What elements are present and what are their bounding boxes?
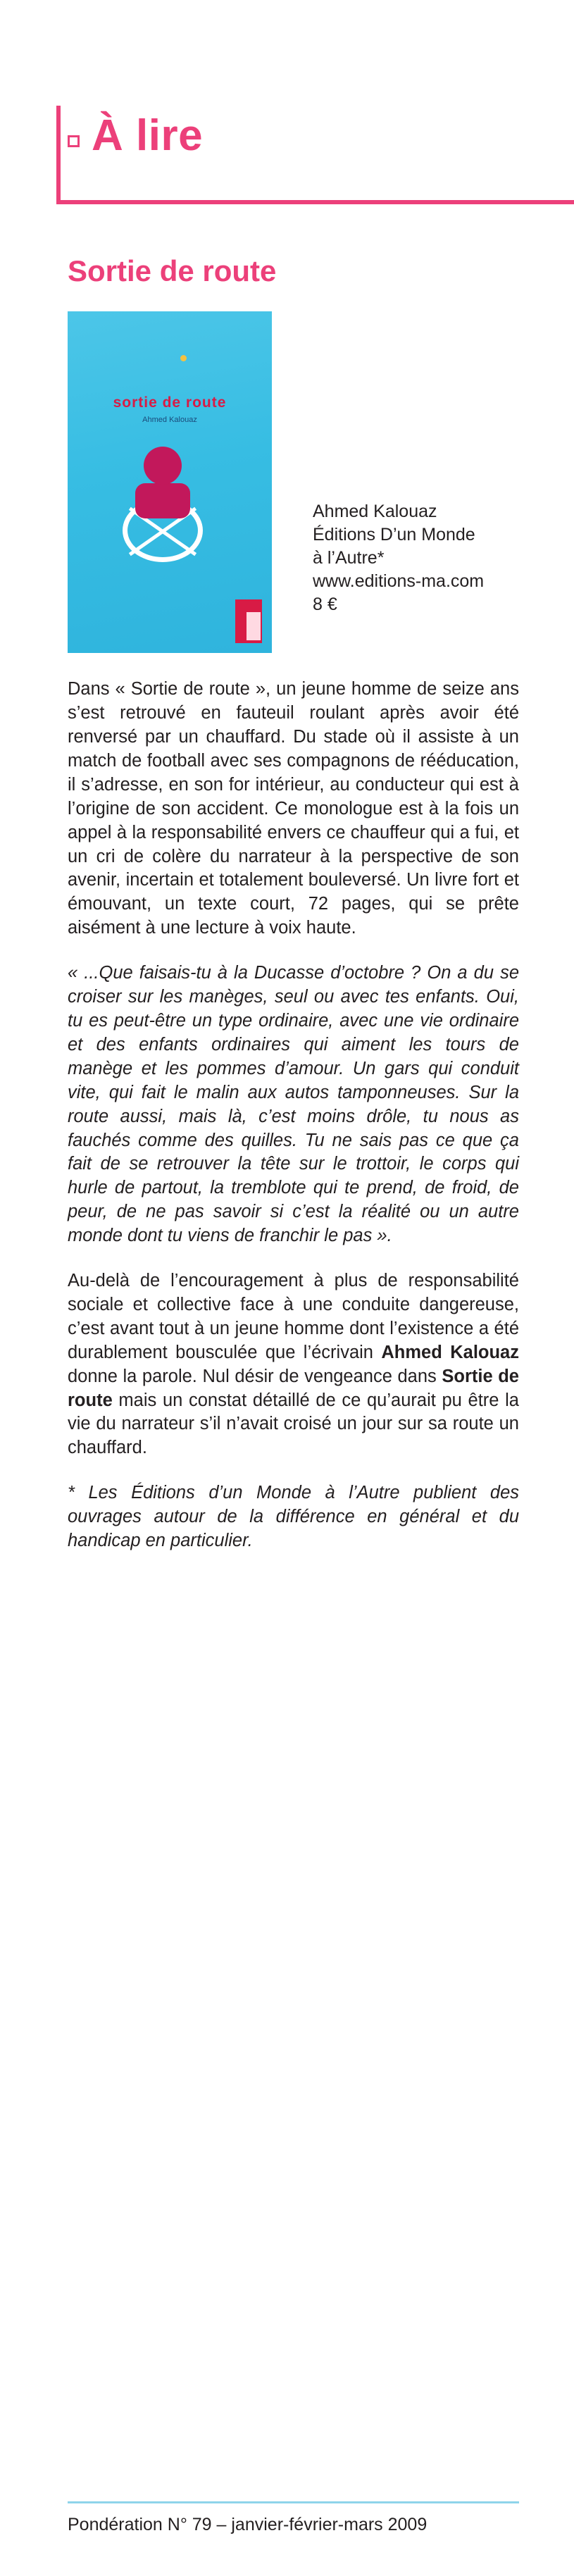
article-title: Sortie de route	[68, 254, 277, 287]
book-website[interactable]: www.editions-ma.com	[313, 571, 485, 592]
cover-author: Ahmed Kalouaz	[142, 416, 197, 425]
page-footer	[68, 2501, 519, 2535]
closing-bold-title: Sortie de route	[68, 1366, 519, 1410]
cover-dot-icon	[180, 355, 187, 361]
article-paragraph-1: Dans « Sortie de route », un jeune homme de seize ans s’est retrouvé en fauteuil roulant après avoir été renversé par un chauffard. Du stade où il assiste à un match de football avec ses compagnons de rééducation, il s’adresse, en son for intérieur, au conducteur qui est à l’origine de son accident. Ce monologue est à la fois un appel à la responsabilité envers ce chauffeur qui a fui, et un cri de colère du narrateur à la perspective de son avenir, incertain et totalement bouleversé. Un livre fort et émouvant, un texte court, 72 pages, qui se prête aisément à une lecture à voix haute.	[68, 679, 519, 938]
book-price: 8 €	[313, 595, 337, 615]
book-publisher-line2: à l’Autre*	[313, 548, 385, 568]
book-publisher: Éditions D’un Monde	[313, 525, 475, 545]
cover-badge-inner	[247, 612, 261, 640]
closing-part-2: donne la parole. Nul désir de vengeance dans	[68, 1366, 442, 1386]
book-cover-image	[68, 311, 272, 653]
article-closing-paragraph	[68, 1269, 519, 1460]
page	[0, 106, 574, 2576]
article-quote: « ...Que faisais-tu à la Ducasse d’octobre ? On a du se croiser sur les manèges, seul ou avec tes enfants. Oui, tu es peut-être un type ordinaire, avec une vie ordinaire et des enfants ordinaires qui aiment les tours de manège et les pommes d’amour. Un gars qui conduit vite, qui fait le malin aux autos tamponneuses. Sur la route aussi, mais là, c’est moins drôle, tu nous as fauchés comme des quilles. Tu ne sais pas ce que ça fait de se retrouver la tête sur le trottoir, le corps qui hurle de partout, la tremblote qui te prend, de froid, de peur, de ne pas savoir si c’est la réalité ou un autre monde dont tu viens de franchir le pas ».	[68, 963, 519, 1246]
closing-bold-author: Ahmed Kalouaz	[381, 1342, 519, 1362]
closing-part-1: Au-delà de l’encouragement à plus de responsabilité sociale et collective face à une conduite dangereuse, c’est avant tout à un jeune homme dont l’existence a été durablement bousculée que l’écrivain	[68, 1271, 519, 1362]
book-block	[68, 311, 519, 678]
article	[0, 255, 574, 1553]
closing-part-3: mais un constat détaillé de ce qu’aurait pu être la vie du narrateur s’il n’avait croisé un jour sur sa route un chauffard.	[68, 1390, 519, 1458]
footer-rule	[68, 2501, 519, 2503]
section-header	[0, 106, 574, 211]
header-rule-bottom	[56, 200, 574, 204]
figure-body-icon	[135, 483, 190, 518]
cover-title: sortie de route	[113, 394, 227, 411]
article-footnote: * Les Éditions d’un Monde à l’Autre publient des ouvrages autour de la différence en général et du handicap en particulier.	[68, 1483, 519, 1551]
footer-text: Pondération N° 79 – janvier-février-mars 2009	[68, 2515, 428, 2534]
header-rule-left	[56, 106, 61, 204]
wheelchair-figure-icon	[110, 447, 216, 566]
section-title: À lire	[92, 111, 204, 160]
book-metadata	[313, 500, 552, 616]
book-author: Ahmed Kalouaz	[313, 502, 437, 522]
square-bullet-icon	[68, 135, 80, 147]
figure-head-icon	[144, 447, 182, 485]
